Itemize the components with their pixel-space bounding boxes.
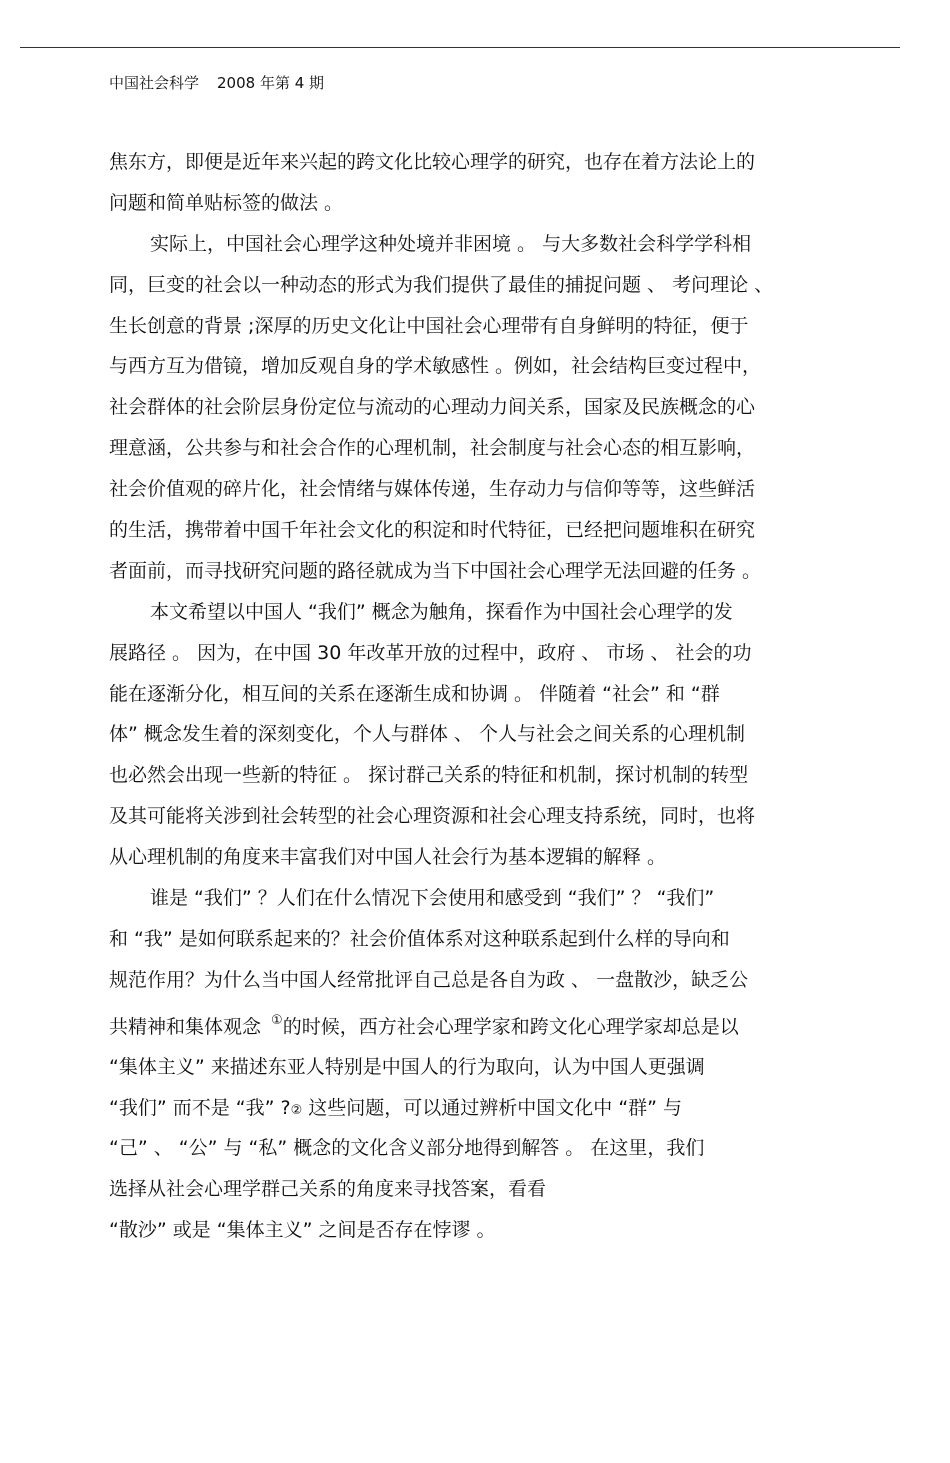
text-line: 体” 概念发生着的深刻变化，个人与群体 、 个人与社会之间关系的心理机制 — [109, 723, 745, 746]
footnote-marker[interactable]: ① — [271, 1012, 283, 1028]
text-line: 理意涵，公共参与和社会合作的心理机制，社会制度与社会心态的相互影响， — [109, 437, 756, 460]
text-line: “己” 、 “公” 与 “私” 概念的文化含义部分地得到解答 。 在这里，我们 — [109, 1137, 705, 1160]
text-line: 能在逐渐分化，相互间的关系在逐渐生成和协调 。 伴随着 “社会” 和 “群 — [109, 682, 720, 705]
text-line-with-footnote — [109, 1001, 837, 1047]
text-line: 同，巨变的社会以一种动态的形式为我们提供了最佳的捕捉问题 、 考问理论 、 — [109, 273, 774, 296]
running-header — [109, 72, 324, 94]
text-line: 展路径 。 因为，在中国 30 年改革开放的过程中，政府 、 市场 、 社会的功 — [109, 641, 752, 664]
text-line: 问题和简单贴标签的做法 。 — [109, 191, 344, 214]
line-segment: 共精神和集体观念 — [109, 1015, 268, 1038]
line-segment: “我们” 而不是 “我” ? — [109, 1096, 291, 1119]
text-line: 焦东方，即便是近年来兴起的跨文化比较心理学的研究，也存在着方法论上的 — [109, 151, 756, 173]
text-line: 谁是 “我们” ？人们在什么情况下会使用和感受到 “我们” ？ “我们” — [150, 887, 715, 910]
text-line: 和 “我” 是如何联系起来的？社会价值体系对这种联系起到什么样的导向和 — [109, 927, 730, 950]
text-line: 社会价值观的碎片化，社会情绪与媒体传递，生存动力与信仰等等，这些鲜活 — [109, 478, 756, 501]
text-line: 及其可能将关涉到社会转型的社会心理资源和社会心理支持系统，同时，也将 — [109, 805, 756, 828]
text-line: 与西方互为借镜，增加反观自身的学术敏感性 。例如，社会结构巨变过程中， — [109, 355, 762, 378]
journal-title: 中国社会科学 — [109, 74, 200, 92]
header-rule — [20, 47, 900, 48]
text-line: 规范作用？为什么当中国人经常批评自己总是各自为政 、 一盘散沙，缺乏公 — [109, 968, 749, 991]
line-segment: 的时候，西方社会心理学家和跨文化心理学家却总是以 — [282, 1015, 739, 1038]
text-line: 也必然会出现一些新的特征 。 探讨群己关系的特征和机制，探讨机制的转型 — [109, 764, 749, 787]
text-line: 本文希望以中国人 “我们” 概念为触角，探看作为中国社会心理学的发 — [150, 600, 733, 623]
text-line: “集体主义” 来描述东亚人特别是中国人的行为取向，认为中国人更强调 — [109, 1055, 705, 1078]
text-line: 者面前，而寻找研究问题的路径就成为当下中国社会心理学无法回避的任务 。 — [109, 559, 762, 582]
text-line-with-note — [109, 1088, 837, 1129]
line-segment: 这些问题，可以通过辨析中国文化中 “群” 与 — [302, 1096, 683, 1119]
text-line: 从心理机制的角度来丰富我们对中国人社会行为基本逻辑的解释 。 — [109, 846, 667, 869]
text-line: 社会群体的社会阶层身份定位与流动的心理动力间关系，国家及民族概念的心 — [109, 396, 756, 419]
issue-number: 2008 年第 4 期 — [217, 74, 325, 92]
footnote-marker[interactable]: ② — [290, 1102, 303, 1118]
text-line: 的生活，携带着中国千年社会文化的积淀和时代特征，已经把问题堆积在研究 — [109, 519, 756, 542]
text-line: “散沙” 或是 “集体主义” 之间是否存在悖谬 。 — [109, 1219, 496, 1242]
text-line: 选择从社会心理学群己关系的角度来寻找答案，看看 — [109, 1178, 547, 1201]
article-body — [109, 142, 837, 1251]
text-line: 实际上，中国社会心理学这种处境并非困境 。 与大多数社会科学学科相 — [150, 232, 752, 255]
text-line: 生长创意的背景 ;深厚的历史文化让中国社会心理带有自身鲜明的特征，便于 — [109, 314, 749, 337]
